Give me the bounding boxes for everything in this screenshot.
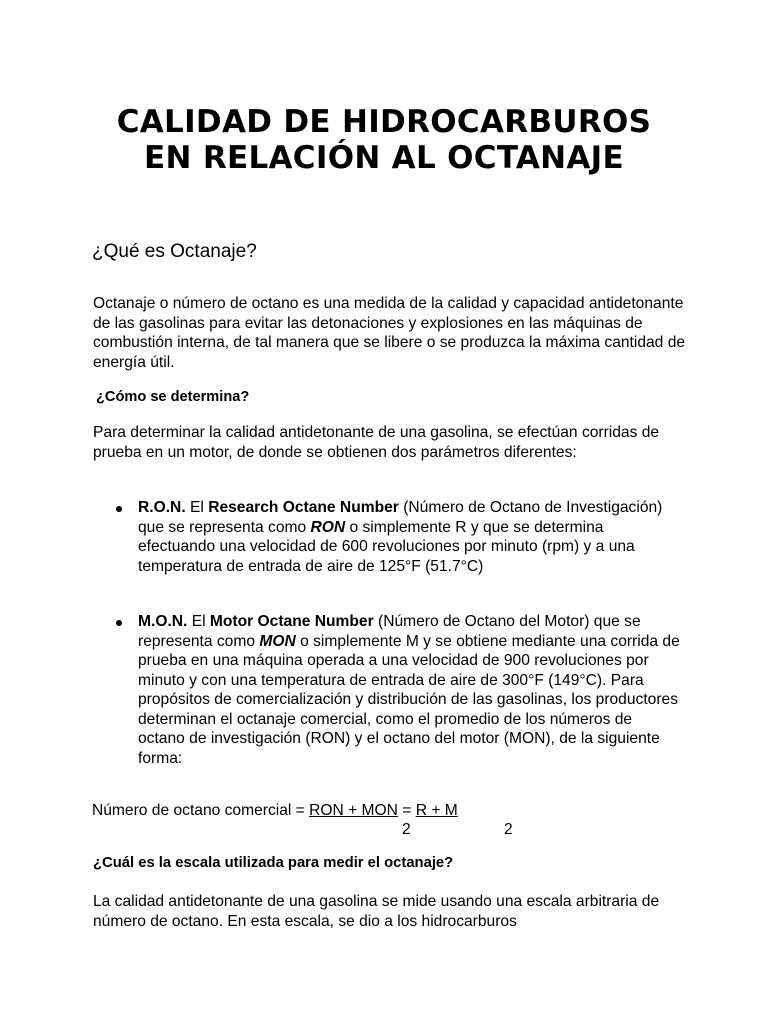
bullet-icon [116,506,122,512]
formula-denominator-2: 2 [504,821,513,838]
ron-symbol: RON [310,518,346,536]
formula-numerator-1: RON + MON [309,802,398,819]
ron-text-2: (Número de Octano de Investigación) que se representa como [138,499,663,536]
list-item-mon [138,612,683,768]
list-item-ron [138,498,683,576]
question-scale: ¿Cuál es la escala utilizada para medir el octanaje? [93,855,454,871]
intro-paragraph: Octanaje o número de octano es una medida de la calidad y capacidad antidetonante de las gasolinas para evitar las detonaciones y explosiones en las máquinas de combustión interna, de tal manera que se libere o se produzca la máxima cantidad de energía útil. [93,295,686,371]
ron-text-1: El [185,499,209,516]
mon-text-3: o simplemente M y se obtiene mediante una corrida de prueba en una máquina operada a una velocidad de 900 revoluciones por minuto y con una temperatura de entrada de aire de 300°F (149°C). Para propósitos de comercialización y distribución de las gasolinas, los productores determinan el octanaje comercial, como el promedio de los números de octano de investigación (RON) y el octano del motor (MON), de la siguiente forma: [138,632,680,767]
section-heading: ¿Qué es Octanaje? [92,241,257,262]
formula-denominator-1: 2 [402,821,411,838]
mon-abbr: M.O.N. [138,613,188,630]
octane-formula [92,801,458,820]
ron-abbr: R.O.N. [138,499,186,516]
mon-text-2: (Número de Octano del Motor) que se representa como [138,613,641,650]
determination-paragraph: Para determinar la calidad antidetonante de una gasolina, se efectúan corridas de prueba en un motor, de donde se obtienen dos parámetros diferentes: [93,424,660,461]
title-line-2: EN RELACIÓN AL OCTANAJE [144,140,624,176]
question-how-determined: ¿Cómo se determina? [96,389,250,405]
ron-name: Research Octane Number [208,499,399,516]
mon-symbol: MON [259,632,296,650]
title-line-1: CALIDAD DE HIDROCARBUROS [116,104,652,140]
formula-equals: = [397,802,416,819]
formula-numerator-2: R + M [415,802,458,819]
formula-label: Número de octano comercial = [92,802,310,819]
ron-text-3: o simplemente R y que se determina efectuando una velocidad de 600 revoluciones por minuto (rpm) y a una temperatura de entrada de aire de 125°F (51.7°C) [138,518,635,575]
mon-text-1: El [187,613,210,630]
document-title [0,104,768,176]
bullet-icon [116,620,122,626]
scale-paragraph: La calidad antidetonante de una gasolina se mide usando una escala arbitraria de número de octano. En esta escala, se dio a los hidrocarburos [93,893,660,930]
mon-name: Motor Octane Number [209,613,374,630]
